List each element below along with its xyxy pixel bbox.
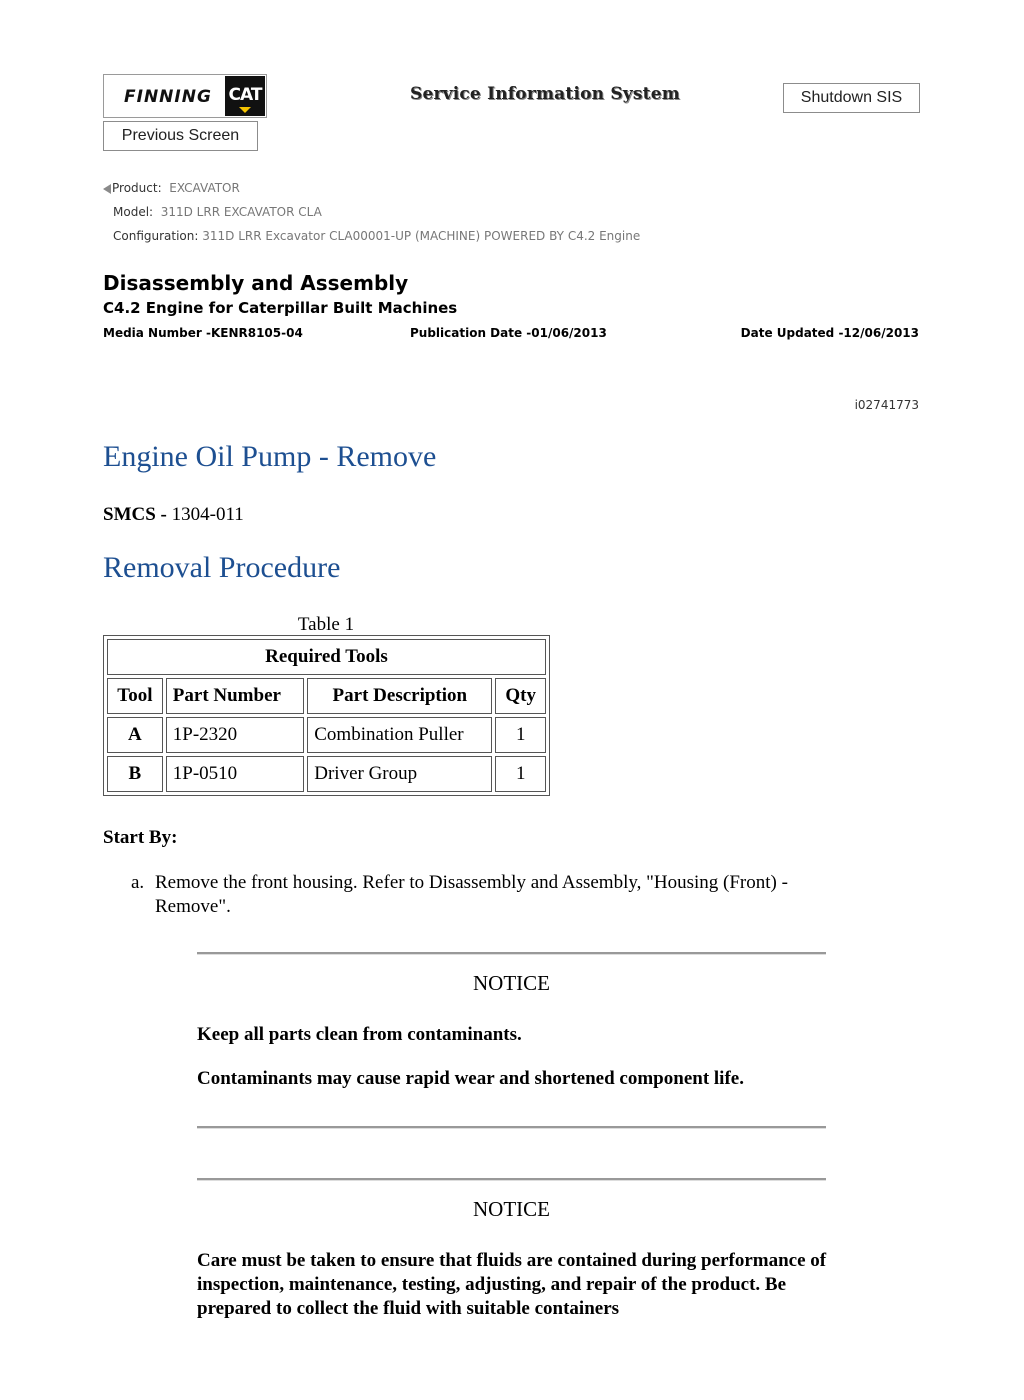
smcs-value: 1304-011 — [171, 504, 244, 525]
configuration-line — [113, 229, 640, 243]
model-value: 311D LRR EXCAVATOR CLA — [160, 205, 322, 219]
cat-triangle-icon — [239, 107, 251, 113]
config-value: 311D LRR Excavator CLA00001-UP (MACHINE) POWERED BY C4.2 Engine — [202, 229, 641, 243]
cat-logo-text: CAT — [228, 85, 262, 105]
table-cell: 1 — [495, 717, 546, 753]
back-arrow-icon[interactable] — [103, 184, 111, 194]
notice-title: NOTICE — [473, 1197, 550, 1221]
product-label: Product: — [112, 181, 162, 195]
step-label: a. — [131, 872, 145, 893]
media-number: Media Number -KENR8105-04 — [103, 326, 303, 340]
document-title: Disassembly and Assembly — [103, 271, 409, 295]
model-label: Model: — [113, 205, 154, 219]
column-header: Part Number — [166, 678, 304, 714]
required-tools-table — [103, 635, 550, 796]
document-subtitle: C4.2 Engine for Caterpillar Built Machines — [103, 299, 458, 317]
table-title-row — [107, 639, 546, 675]
table-row — [107, 756, 546, 792]
product-line — [103, 181, 240, 195]
cat-logo — [225, 76, 265, 116]
table-header-row — [107, 678, 546, 714]
publication-date: Publication Date -01/06/2013 — [410, 326, 607, 340]
shutdown-sis-button[interactable]: Shutdown SIS — [783, 83, 920, 113]
product-value: EXCAVATOR — [169, 181, 240, 195]
notice-divider — [197, 1178, 826, 1181]
notice-title: NOTICE — [473, 971, 550, 995]
table-cell: Combination Puller — [307, 717, 492, 753]
page-title: Engine Oil Pump - Remove — [103, 440, 437, 473]
table-cell: A — [107, 717, 163, 753]
date-updated: Date Updated -12/06/2013 — [740, 326, 919, 340]
procedure-heading: Removal Procedure — [103, 551, 341, 584]
step-text: Remove the front housing. Refer to Disassembly and Assembly, "Housing (Front) - Remove". — [155, 872, 788, 917]
app-title: Service Information System — [410, 84, 680, 104]
column-header: Part Description — [307, 678, 492, 714]
table-cell: Driver Group — [307, 756, 492, 792]
start-by-heading: Start By: — [103, 827, 178, 848]
table-row — [107, 717, 546, 753]
smcs-label: SMCS - — [103, 504, 167, 525]
table-cell: 1P-2320 — [166, 717, 304, 753]
table-caption: Table 1 — [297, 614, 355, 635]
table-cell: 1P-0510 — [166, 756, 304, 792]
table-cell: 1 — [495, 756, 546, 792]
config-label: Configuration: — [113, 229, 199, 243]
previous-screen-button[interactable]: Previous Screen — [103, 121, 258, 151]
table-title: Required Tools — [107, 639, 546, 675]
finning-logo-text: FINNING — [124, 87, 212, 107]
column-header: Tool — [107, 678, 163, 714]
notice-divider — [197, 1126, 826, 1129]
document-id: i02741773 — [854, 398, 919, 412]
notice-text: Care must be taken to ensure that fluids are contained during performance of inspection, maintenance, testing, adjusting, and repair of the product. Be prepared to collect the fluid with suitable containers — [197, 1250, 827, 1319]
model-line — [113, 205, 322, 219]
smcs-code — [103, 504, 244, 526]
finning-cat-logo — [103, 74, 267, 118]
column-header: Qty — [495, 678, 546, 714]
table-cell: B — [107, 756, 163, 792]
notice-text: Contaminants may cause rapid wear and shortened component life. — [197, 1068, 744, 1089]
notice-divider — [197, 952, 826, 955]
notice-text: Keep all parts clean from contaminants. — [197, 1024, 522, 1045]
